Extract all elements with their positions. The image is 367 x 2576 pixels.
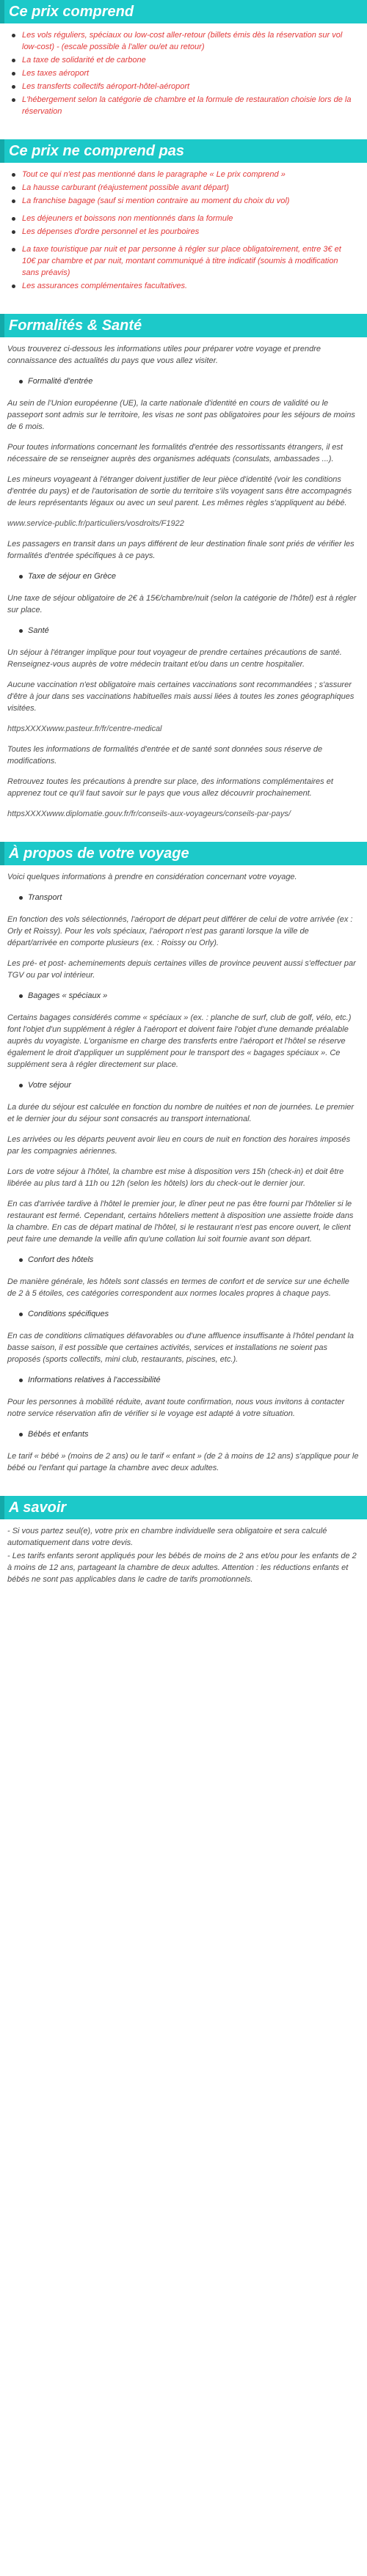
subheading: Bébés et enfants bbox=[7, 1428, 360, 1440]
paragraph: Les arrivées ou les départs peuvent avoir lieu en cours de nuit en fonction des horaires imposés par les compagnies aériennes. bbox=[7, 1135, 351, 1156]
paragraph: Voici quelques informations à prendre en considération concernant votre voyage. bbox=[7, 873, 297, 881]
paragraph: Un séjour à l'étranger implique pour tout voyageur de prendre certaines précautions de santé. Renseignez-vous auprès de votre médecin traitant et/ou dans un centre hospitalier. bbox=[7, 648, 342, 669]
subheading: Santé bbox=[7, 625, 360, 636]
section-header-know bbox=[0, 1496, 367, 1519]
subheading: Transport bbox=[7, 892, 360, 903]
paragraph: Toutes les informations de formalités d'entrée et de santé sont données sous réserve de modifications. bbox=[7, 745, 323, 766]
section-title: Ce prix comprend bbox=[9, 4, 134, 20]
formalities-content bbox=[0, 337, 367, 832]
know-content bbox=[0, 1519, 367, 1597]
service-public-link[interactable]: www.service-public.fr/particuliers/vosdroits/F1922 bbox=[7, 519, 184, 528]
subheading: Votre séjour bbox=[7, 1079, 360, 1091]
section-header-about bbox=[0, 842, 367, 865]
about-content bbox=[0, 865, 367, 1486]
included-list bbox=[0, 23, 367, 123]
section-title: À propos de votre voyage bbox=[9, 845, 189, 862]
paragraph: - Les tarifs enfants seront appliqués pour les bébés de moins de 2 ans et/ou pour les enfants de 2 à moins de 12 ans, partageant la chambre de deux adultes. Attention : les réductions enfants et bébés ne sont pas applicables dans le cadre de tarifs promotionnels. bbox=[7, 1552, 357, 1584]
list-item: Tout ce qui n'est pas mentionné dans le paragraphe « Le prix comprend » bbox=[10, 169, 357, 180]
paragraph: Les pré- et post- acheminements depuis certaines villes de province peuvent aussi s'effectuer par TGV ou par vol intérieur. bbox=[7, 959, 356, 980]
paragraph: Au sein de l'Union européenne (UE), la carte nationale d'identité en cours de validité ou le passeport sont admis sur le territoire, les visas ne sont pas obligatoires pour les séjours de moins de 6 mois. bbox=[7, 399, 355, 431]
list-item: La taxe touristique par nuit et par personne à régler sur place obligatoirement, entre 3€ et 10€ par chambre et par nuit, montant communiqué à titre indicatif (soumis à modification sans préavis) bbox=[10, 243, 357, 279]
paragraph: Aucune vaccination n'est obligatoire mais certaines vaccinations sont recommandées ; s'assurer d'être à jour dans ses vaccinations habituelles mais aussi liées à toutes les zones géographiques visitées. bbox=[7, 680, 355, 713]
list-item: La franchise bagage (sauf si mention contraire au moment du choix du vol) bbox=[10, 195, 357, 207]
excluded-list bbox=[0, 163, 367, 298]
paragraph: Certains bagages considérés comme « spéciaux » (ex. : planche de surf, club de golf, vélo, etc.) font l'objet d'un supplément à régler à l'aéroport et doivent faire l'objet d'une demande préalable auprès du voyagiste. L'organisme en charge des transferts entre l'aéroport et l'hôtel se réserve également le droit d'appliquer un supplément pour le transport des « bagages spéciaux ». Ce supplément sera à régler directement sur place. bbox=[7, 1013, 352, 1069]
list-item: La taxe de solidarité et de carbone bbox=[10, 54, 357, 66]
list-item: Les déjeuners et boissons non mentionnés dans la formule bbox=[10, 213, 357, 224]
section-header-included bbox=[0, 0, 367, 23]
subheading: Formalité d'entrée bbox=[7, 375, 360, 387]
paragraph: Lors de votre séjour à l'hôtel, la chambre est mise à disposition vers 15h (check-in) et doit être libérée au plus tard à 11h ou 12h (selon les hôtels) lors du check-out le dernier jour. bbox=[7, 1167, 344, 1188]
section-header-formalities bbox=[0, 314, 367, 337]
list-item: Les dépenses d'ordre personnel et les pourboires bbox=[10, 226, 357, 238]
paragraph: - Si vous partez seul(e), votre prix en chambre individuelle sera obligatoire et sera calculé automatiquement dans votre devis. bbox=[7, 1527, 327, 1547]
paragraph: En cas d'arrivée tardive à l'hôtel le premier jour, le dîner peut ne pas être fourni par l'hôtelier si le restaurant est fermé. Cependant, certains hôteliers mettent à disposition une assiette froide dans la chambre. En cas de départ matinal de l'hôtel, si le restaurant n'est pas encore ouvert, le client peut faire une demande la veille afin qu'une collation lui soit fournie avant son départ. bbox=[7, 1200, 354, 1244]
subheading: Taxe de séjour en Grèce bbox=[7, 570, 360, 582]
paragraph: Retrouvez toutes les précautions à prendre sur place, des informations complémentaires et apprenez tout ce qu'il faut savoir sur le pays que vous allez découvrir prochainement. bbox=[7, 777, 333, 798]
section-title: Ce prix ne comprend pas bbox=[9, 143, 184, 159]
section-header-excluded bbox=[0, 139, 367, 163]
list-item: La hausse carburant (réajustement possible avant départ) bbox=[10, 182, 357, 194]
diplomatie-link[interactable]: httpsXXXXwww.diplomatie.gouv.fr/fr/conseils-aux-voyageurs/conseils-par-pays/ bbox=[7, 810, 291, 818]
list-item: Les assurances complémentaires facultatives. bbox=[10, 280, 357, 292]
paragraph: Les mineurs voyageant à l'étranger doivent justifier de leur pièce d'identité (voir les conditions d'entrée du pays) et de l'autorisation de sortie du territoire s'ils voyagent sans être accompagnés de leurs représentants légaux ou avec un seul parent. Les mêmes règles s'appliquent au bébé. bbox=[7, 475, 352, 507]
subheading: Confort des hôtels bbox=[7, 1254, 360, 1266]
paragraph: Pour toutes informations concernant les formalités d'entrée des ressortissants étrangers, il est nécessaire de se renseigner auprès des organismes adéquats (consulats, ambassades ...). bbox=[7, 443, 343, 463]
subheading: Bagages « spéciaux » bbox=[7, 990, 360, 1002]
list-item: L'hébergement selon la catégorie de chambre et la formule de restauration choisie lors de la réservation bbox=[10, 94, 357, 117]
list-item: Les vols réguliers, spéciaux ou low-cost aller-retour (billets émis dès la réservation sur vol low-cost) - (escale possible à l'aller ou/et au retour) bbox=[10, 29, 357, 53]
paragraph: Le tarif « bébé » (moins de 2 ans) ou le tarif « enfant » (de 2 à moins de 12 ans) s'applique pour le bébé ou l'enfant qui partage la chambre avec deux adultes. bbox=[7, 1452, 359, 1472]
subheading: Conditions spécifiques bbox=[7, 1308, 360, 1320]
list-item: Les taxes aéroport bbox=[10, 67, 357, 79]
paragraph: La durée du séjour est calculée en fonction du nombre de nuitées et non de journées. Le premier et le dernier jour du séjour sont consacrés au transport international. bbox=[7, 1103, 355, 1123]
paragraph: Les passagers en transit dans un pays différent de leur destination finale sont priés de vérifier les formalités d'entrée spécifiques à ce pays. bbox=[7, 540, 355, 560]
paragraph: En fonction des vols sélectionnés, l'aéroport de départ peut différer de celui de votre arrivée (ex : Orly et Roissy). Pour les vols spéciaux, l'aéroport n'est pas garanti lorsque la ville de départ/arrivée en comporte plusieurs (ex. : Roissy ou Orly). bbox=[7, 915, 353, 947]
pasteur-link[interactable]: httpsXXXXwww.pasteur.fr/fr/centre-medical bbox=[7, 724, 162, 733]
section-title: A savoir bbox=[9, 1500, 67, 1516]
subheading: Informations relatives à l'accessibilité bbox=[7, 1374, 360, 1386]
paragraph: Une taxe de séjour obligatoire de 2€ à 15€/chambre/nuit (selon la catégorie de l'hôtel) est à régler sur place. bbox=[7, 594, 357, 614]
paragraph: En cas de conditions climatiques défavorables ou d'une affluence insuffisante à l'hôtel pendant la basse saison, il est possible que certaines activités, services et installations ne soient pas proposés (sports collectifs, mini club, restaurants, piscines, etc.). bbox=[7, 1332, 355, 1364]
list-item: Les transferts collectifs aéroport-hôtel-aéroport bbox=[10, 81, 357, 92]
paragraph: Pour les personnes à mobilité réduite, avant toute confirmation, nous vous invitons à contacter notre service réservation afin de vérifier si le voyage est adapté à votre situation. bbox=[7, 1398, 345, 1418]
paragraph: Vous trouverez ci-dessous les informations utiles pour préparer votre voyage et prendre connaissance des actualités du pays que vous allez visiter. bbox=[7, 345, 321, 365]
paragraph: De manière générale, les hôtels sont classés en termes de confort et de service sur une échelle de 2 à 5 étoiles, ces catégories correspondent aux normes locales propres à chaque pays. bbox=[7, 1277, 349, 1298]
section-title: Formalités & Santé bbox=[9, 318, 142, 334]
